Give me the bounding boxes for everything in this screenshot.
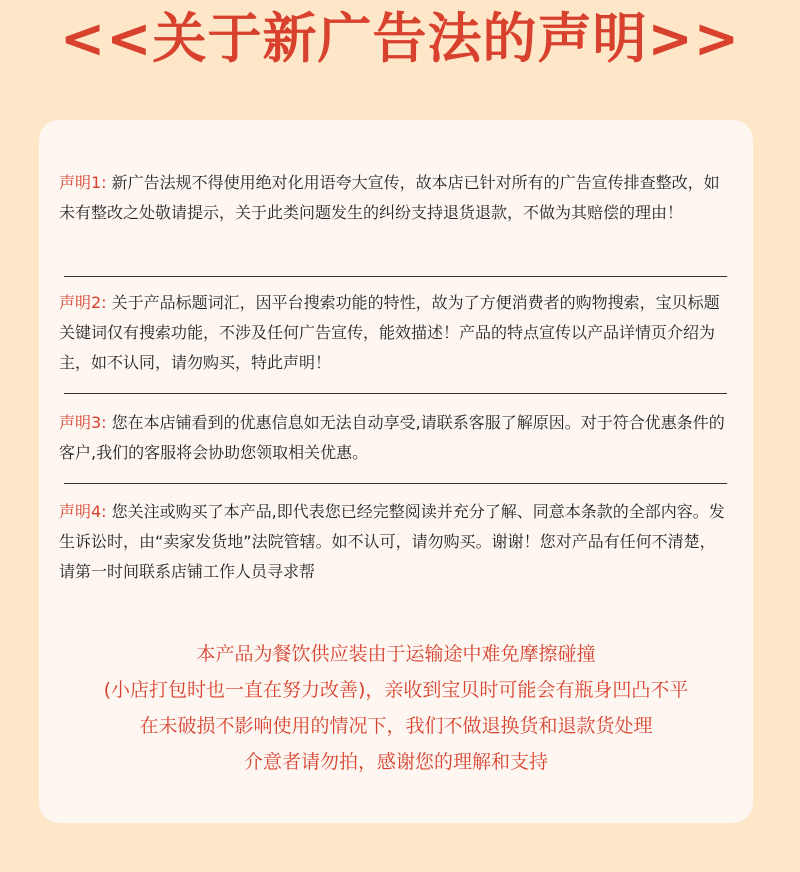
- notice-line-3: 在未破损不影响使用的情况下，我们不做退换货和退款货处理: [139, 715, 653, 737]
- divider-3: [64, 483, 727, 484]
- notice-line-4: 介意者请勿拍，感谢您的理解和支持: [243, 751, 548, 773]
- statement-4: [59, 497, 731, 587]
- statement-3-label: 声明3:: [59, 413, 107, 432]
- statement-2-text: 关于产品标题词汇，因平台搜索功能的特性，故为了方便消费者的购物搜索，宝贝标题关键词仅有搜索功能，不涉及任何广告宣传，能效描述！产品的特点宣传以产品详情页介绍为主，如不认同，请勿购买，特此声明！: [59, 293, 720, 372]
- statement-2: [59, 288, 731, 378]
- shipping-notice: [39, 636, 753, 780]
- statement-3: [59, 408, 731, 468]
- notice-line-1: 本产品为餐饮供应装由于运输途中难免摩擦碰撞: [196, 643, 596, 665]
- statement-4-text: 您关注或购买了本产品,即代表您已经完整阅读并充分了解、同意本条款的全部内容。发生诉讼时，由“卖家发货地”法院管辖。如不认可，请勿购买。谢谢！您对产品有任何不清楚，请第一时间联系店铺工作人员寻求帮: [59, 502, 725, 581]
- statement-card: [39, 120, 753, 823]
- statement-1-text: 新广告法规不得使用绝对化用语夸大宣传，故本店已针对所有的广告宣传排查整改，如未有整改之处敬请提示，关于此类问题发生的纠纷支持退货退款，不做为其赔偿的理由！: [59, 173, 720, 222]
- divider-2: [64, 393, 727, 394]
- statement-1: [59, 168, 731, 228]
- statement-1-label: 声明1:: [59, 173, 107, 192]
- page-title: <<关于新广告法的声明>>: [60, 7, 740, 70]
- notice-line-2: (小店打包时也一直在努力改善)，亲收到宝贝时可能会有瓶身凹凸不平: [103, 679, 689, 701]
- divider-1: [64, 276, 727, 277]
- statement-3-text: 您在本店铺看到的优惠信息如无法自动享受,请联系客服了解原因。对于符合优惠条件的客户,我们的客服将会协助您领取相关优惠。: [59, 413, 725, 462]
- statement-2-label: 声明2:: [59, 293, 107, 312]
- statement-4-label: 声明4:: [59, 502, 107, 521]
